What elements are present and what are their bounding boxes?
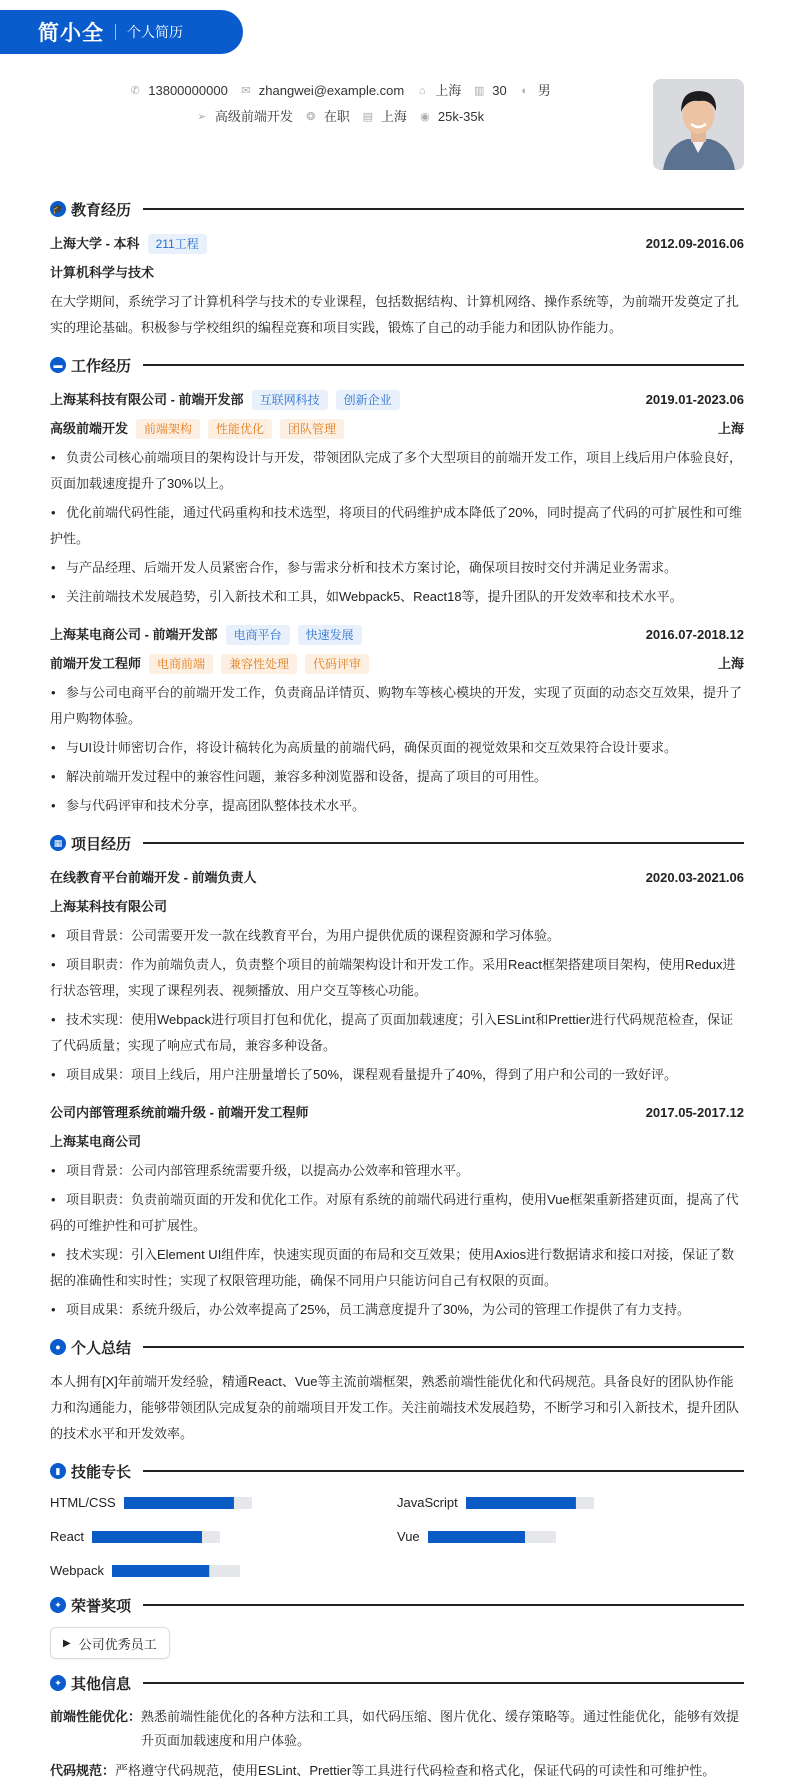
bullet-text: 技术实现：使用Webpack进行项目打包和优化，提高了页面加载速度；引入ESLint和Prettier进行代码规范检查，保证了代码质量；实现了响应式布局，兼容多种设备。	[50, 1012, 734, 1053]
contact-item	[362, 104, 407, 130]
company-tag: 快速发展	[298, 625, 362, 645]
project-header	[50, 865, 744, 891]
skill-name: React	[50, 1529, 84, 1544]
bullet-text: 项目成果：项目上线后，用户注册量增长了50%，课程观看量提升了40%，得到了用户和公司的一致好评。	[66, 1067, 678, 1082]
section-title: 荣誉奖项	[71, 1597, 132, 1615]
contact-text: 上海	[435, 83, 462, 98]
section-title: 工作经历	[71, 357, 132, 375]
spacer	[50, 610, 744, 622]
bullet-item	[50, 1242, 744, 1294]
skill-item	[50, 1493, 397, 1513]
job-title: 前端开发工程师	[50, 656, 142, 671]
section-title: 项目经历	[71, 835, 132, 853]
job-date: 2016.07-2018.12	[645, 627, 744, 642]
gender-icon: ◐	[521, 85, 529, 97]
section-heading-projects	[50, 833, 744, 853]
bullet-item	[50, 735, 744, 761]
skill-bar-fill	[92, 1531, 202, 1543]
other-info-text: 熟悉前端性能优化的各种方法和工具，如代码压缩、图片优化、缓存策略等。通过性能优化，能够有效提升页面加载速度和用户体验。	[141, 1709, 740, 1748]
bullet-text: 项目背景：公司需要开发一款在线教育平台，为用户提供优质的课程资源和学习体验。	[66, 928, 561, 943]
skill-item	[397, 1493, 744, 1513]
status-icon: ❂	[306, 111, 316, 123]
job-title: 高级前端开发	[50, 421, 129, 436]
contact-text: 在职	[323, 109, 350, 124]
job-location: 上海	[717, 656, 744, 671]
project-name: 在线教育平台前端开发 - 前端负责人	[50, 870, 257, 885]
section-heading-work	[50, 355, 744, 375]
contact-item	[305, 104, 350, 130]
spacer	[50, 1088, 744, 1100]
bullet-icon: •	[51, 957, 56, 972]
section-divider	[143, 208, 744, 210]
summary-text: 本人拥有[X]年前端开发经验，精通React、Vue等主流前端框架，熟悉前端性能优化和代码规范。具备良好的团队协作能力和沟通能力，能够带领团队完成复杂的前端项目开发工作。关注前端技术发展趋势，不断学习和引入新技术，提升团队的技术水平和开发效率。	[50, 1374, 740, 1441]
bullet-text: 负责公司核心前端项目的架构设计与开发，带领团队完成了多个大型项目的前端开发工作，项目上线后用户体验良好，页面加载速度提升了30%以上。	[50, 450, 743, 491]
skill-tag: 代码评审	[305, 654, 369, 674]
bullet-item	[50, 1158, 744, 1184]
award-icon: ✦	[50, 1597, 66, 1613]
skill-bar-fill	[112, 1565, 209, 1577]
section-heading-skills	[50, 1461, 744, 1481]
skill-tag: 前端架构	[136, 419, 200, 439]
skill-tag: 团队管理	[280, 419, 344, 439]
education-row	[50, 231, 744, 257]
bullet-icon: •	[51, 1012, 56, 1027]
bullet-text: 项目职责：作为前端负责人，负责整个项目的前端架构设计和开发工作。采用React框架搭建项目架构，使用Redux进行状态管理，实现了课程列表、视频播放、用户交互等核心功能。	[50, 957, 736, 998]
age-icon: ▥	[474, 85, 485, 97]
other-info-item	[50, 1759, 744, 1783]
bullet-text: 参与代码评审和技术分享，提高团队整体技术水平。	[66, 798, 366, 813]
resume-body	[50, 199, 744, 1783]
bullet-icon: •	[51, 450, 56, 465]
salary-icon: ◉	[420, 111, 430, 123]
chart-icon: ▮	[50, 1463, 66, 1479]
section-divider	[143, 364, 744, 366]
contact-item	[416, 78, 461, 104]
skill-bar-track	[112, 1565, 240, 1577]
skill-bar-track	[92, 1531, 220, 1543]
honor-badge[interactable]	[50, 1627, 170, 1659]
project-company: 上海某电商公司	[50, 1134, 142, 1149]
skill-tag: 性能优化	[208, 419, 272, 439]
section-divider	[143, 1604, 744, 1606]
company-tag: 互联网科技	[252, 390, 328, 410]
bullet-icon: •	[51, 928, 56, 943]
bullet-item	[50, 680, 744, 732]
section-divider	[143, 1470, 744, 1472]
bullet-item	[50, 793, 744, 819]
job-header	[50, 387, 744, 413]
bullet-item	[50, 555, 744, 581]
school-tag: 211工程	[148, 234, 207, 254]
contact-item	[240, 78, 404, 104]
phone-icon: ✆	[130, 85, 140, 97]
contact-text: 男	[537, 83, 551, 98]
contact-text: 高级前端开发	[214, 109, 293, 124]
bullet-text: 与UI设计师密切合作，将设计稿转化为高质量的前端代码，确保页面的视觉效果和交互效果符合设计要求。	[66, 740, 678, 755]
briefcase-icon: ▬	[50, 357, 66, 373]
section-heading-summary	[50, 1337, 744, 1357]
bullet-icon: •	[51, 505, 56, 520]
project-company: 上海某科技有限公司	[50, 899, 168, 914]
project-header	[50, 1100, 744, 1126]
bullet-icon: •	[51, 740, 56, 755]
home-icon: ⌂	[418, 85, 426, 97]
bullet-item	[50, 764, 744, 790]
skill-bar-fill	[466, 1497, 576, 1509]
skill-tag: 兼容性处理	[221, 654, 297, 674]
bullet-icon: •	[51, 798, 56, 813]
skill-name: HTML/CSS	[50, 1495, 116, 1510]
bullet-item	[50, 1187, 744, 1239]
section-divider	[143, 1682, 744, 1684]
skill-bar-track	[466, 1497, 594, 1509]
section-title: 教育经历	[71, 201, 132, 219]
contact-item	[419, 104, 484, 130]
bullet-icon: •	[51, 685, 56, 700]
education-description: 在大学期间，系统学习了计算机科学与技术的专业课程，包括数据结构、计算机网络、操作系统等，为前端开发奠定了扎实的理论基础。积极参与学校组织的编程竞赛和项目实践，锻炼了自己的动手能力和团队协作能力。	[50, 294, 740, 335]
skill-bar-track	[428, 1531, 556, 1543]
bullet-item	[50, 923, 744, 949]
bullet-icon: •	[51, 589, 56, 604]
contact-item	[129, 78, 228, 104]
section-divider	[143, 1346, 744, 1348]
contact-text: zhangwei@example.com	[258, 83, 405, 98]
job-header	[50, 622, 744, 648]
bullet-text: 优化前端代码性能，通过代码重构和技术选型，将项目的代码维护成本降低了20%，同时提高了代码的可扩展性和可维护性。	[50, 505, 743, 546]
contact-item	[473, 78, 506, 104]
contact-item	[196, 104, 293, 130]
info-icon: ✦	[50, 1675, 66, 1691]
grid-icon: ▦	[50, 835, 66, 851]
bullet-item	[50, 1297, 744, 1323]
bullet-text: 项目成果：系统升级后，办公效率提高了25%，员工满意度提升了30%，为公司的管理工作提供了有力支持。	[66, 1302, 691, 1317]
honor-text: 公司优秀员工	[78, 1636, 157, 1652]
graduation-cap-icon: 🎓	[50, 201, 66, 217]
bullet-text: 解决前端开发过程中的兼容性问题，兼容多种浏览器和设备，提高了项目的可用性。	[66, 769, 548, 784]
project-date: 2020.03-2021.06	[645, 870, 744, 885]
other-info-item	[50, 1705, 744, 1753]
bullet-icon: •	[51, 1247, 56, 1262]
other-info-label: 代码规范：	[50, 1763, 116, 1778]
header-divider	[115, 24, 116, 40]
contact-text: 30	[492, 83, 507, 98]
skill-item	[50, 1527, 397, 1547]
bullet-icon: •	[51, 1163, 56, 1178]
skill-bar-fill	[428, 1531, 525, 1543]
bullet-text: 关注前端技术发展趋势，引入新技术和工具，如Webpack5、React18等，提升团队的开发效率和技术水平。	[66, 589, 683, 604]
bullet-icon: •	[51, 560, 56, 575]
section-title: 技能专长	[71, 1463, 132, 1481]
education-date: 2012.09-2016.06	[645, 236, 744, 251]
skill-name: JavaScript	[397, 1495, 458, 1510]
candidate-name: 简小全	[38, 22, 104, 45]
other-info-label: 前端性能优化：	[50, 1709, 142, 1724]
contact-item	[519, 78, 551, 104]
section-divider	[143, 842, 744, 844]
section-heading-education	[50, 199, 744, 219]
company-tag: 创新企业	[336, 390, 400, 410]
skill-name: Vue	[397, 1529, 420, 1544]
section-title: 其他信息	[71, 1675, 132, 1693]
project-date: 2017.05-2017.12	[645, 1105, 744, 1120]
company-name: 上海某电商公司 - 前端开发部	[50, 627, 218, 642]
send-icon: ➢	[197, 111, 207, 123]
bullet-text: 项目背景：公司内部管理系统需要升级，以提高办公效率和管理水平。	[66, 1163, 470, 1178]
company-name: 上海某科技有限公司 - 前端开发部	[50, 392, 244, 407]
skill-name: Webpack	[50, 1563, 104, 1578]
play-icon: ▶	[63, 1637, 71, 1649]
job-title-row	[50, 651, 744, 677]
building-icon: ▤	[362, 111, 374, 123]
bullet-text: 与产品经理、后端开发人员紧密合作，参与需求分析和技术方案讨论，确保项目按时交付并满足业务需求。	[66, 560, 678, 575]
bullet-text: 项目职责：负责前端页面的开发和优化工作。对原有系统的前端代码进行重构，使用Vue框架重新搭建页面，提高了代码的可维护性和可扩展性。	[50, 1192, 739, 1233]
bullet-item	[50, 584, 744, 610]
job-location: 上海	[717, 421, 744, 436]
mail-icon: ✉	[241, 85, 251, 97]
company-tag: 电商平台	[226, 625, 290, 645]
skill-tag: 电商前端	[149, 654, 213, 674]
school-name: 上海大学 - 本科	[50, 236, 140, 251]
section-heading-honors	[50, 1595, 744, 1615]
skill-item	[397, 1527, 744, 1547]
job-date: 2019.01-2023.06	[645, 392, 744, 407]
avatar-photo	[653, 79, 744, 170]
skill-bar-fill	[124, 1497, 234, 1509]
other-info-text: 严格遵守代码规范，使用ESLint、Prettier等工具进行代码检查和格式化，保证代码的可读性和可维护性。	[115, 1763, 716, 1778]
user-icon: ●	[50, 1339, 66, 1355]
bullet-item	[50, 445, 744, 497]
skills-grid	[50, 1493, 744, 1581]
bullet-icon: •	[51, 1067, 56, 1082]
bullet-icon: •	[51, 769, 56, 784]
contact-text: 上海	[380, 109, 407, 124]
major: 计算机科学与技术	[50, 265, 155, 280]
bullet-icon: •	[51, 1302, 56, 1317]
bullet-text: 参与公司电商平台的前端开发工作，负责商品详情页、购物车等核心模块的开发，实现了页面的动态交互效果，提升了用户购物体验。	[50, 685, 743, 726]
project-name: 公司内部管理系统前端升级 - 前端开发工程师	[50, 1105, 309, 1120]
bullet-icon: •	[51, 1192, 56, 1207]
job-title-row	[50, 416, 744, 442]
bullet-item	[50, 1062, 744, 1088]
skill-bar-track	[124, 1497, 252, 1509]
bullet-item	[50, 500, 744, 552]
header-subtitle: 个人简历	[127, 24, 183, 40]
bullet-item	[50, 952, 744, 1004]
contact-text: 13800000000	[148, 83, 228, 98]
resume-header	[0, 10, 243, 54]
section-title: 个人总结	[71, 1339, 132, 1357]
bullet-item	[50, 1007, 744, 1059]
contact-text: 25k-35k	[437, 109, 485, 124]
section-heading-other	[50, 1673, 744, 1693]
skill-item	[50, 1561, 397, 1581]
bullet-text: 技术实现：引入Element UI组件库，快速实现页面的布局和交互效果；使用Axios进行数据请求和接口对接，保证了数据的准确性和实时性；实现了权限管理功能，确保不同用户只能访问自己有权限的页面。	[50, 1247, 735, 1288]
contact-info	[50, 78, 630, 130]
